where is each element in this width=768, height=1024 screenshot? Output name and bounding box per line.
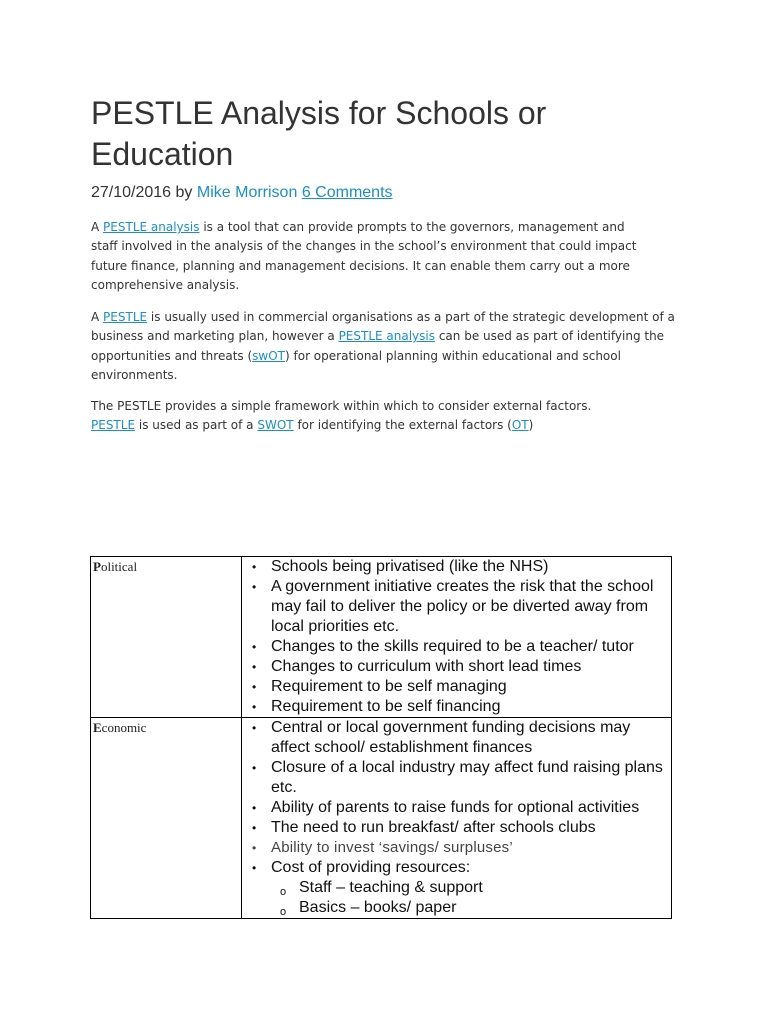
swot-link-lower[interactable]: swOT	[252, 348, 285, 363]
sub-list-item: o Basics – books/ paper	[280, 899, 457, 918]
list-item: • Requirement to be self financing	[252, 698, 501, 715]
pestle-link[interactable]: PESTLE	[103, 310, 148, 324]
list-item: • Closure of a local industry may affect fund raising plans etc.	[252, 759, 663, 796]
pestle-link-2[interactable]: PESTLE	[91, 418, 136, 433]
list-item: • Central or local government funding decisions may affect school/ establishment finances	[252, 719, 631, 756]
comments-link[interactable]: 6 Comments	[301, 184, 393, 201]
list-item: • A government initiative creates the risk that the school may fail to deliver the policy or be diverted away from local priorities etc.	[252, 578, 654, 635]
economic-points	[242, 718, 672, 919]
list-item: • Changes to the skills required to be a teacher/ tutor	[252, 638, 634, 655]
page-title: PESTLE Analysis for Schools or Education	[91, 95, 547, 172]
political-points	[242, 557, 672, 718]
sub-list	[271, 878, 671, 918]
post-meta	[91, 182, 393, 204]
factor-political: Political	[91, 557, 242, 718]
pestle-table	[90, 556, 672, 919]
swot-link[interactable]: SWOT	[257, 418, 294, 433]
list-item: • Cost of providing resources: o Staff – teaching & support o Basics – books/ paper	[246, 858, 671, 918]
table-row-economic	[91, 718, 672, 919]
intro-paragraph: A PESTLE analysis is a tool that can provide prompts to the governors, management and staff involved in the analysis of the changes in the school’s environment that could impact future finance, planning and management decisions. It can enable them carry out a more comprehensive analysis.	[91, 220, 637, 292]
pestle-analysis-link[interactable]: PESTLE analysis	[103, 220, 200, 234]
list-item: • Requirement to be self managing	[252, 678, 507, 695]
framework-paragraph: The PESTLE provides a simple framework within which to consider external factors. PESTLE is used as part of a SWOT for identifying the external factors (OT)	[91, 399, 592, 433]
pestle-analysis-link-2[interactable]: PESTLE analysis	[338, 329, 435, 344]
factor-economic: Economic	[91, 718, 242, 919]
post-date: 27/10/2016	[91, 184, 172, 201]
author-link[interactable]: Mike Morrison	[196, 184, 298, 201]
post-by: by	[175, 184, 193, 201]
list-item: • Schools being privatised (like the NHS)	[252, 558, 549, 575]
sub-list-item: o Staff – teaching & support	[280, 879, 483, 898]
list-item: • Ability to invest ‘savings/ surpluses’	[252, 839, 513, 856]
table-row-political	[91, 557, 672, 718]
list-item: • The need to run breakfast/ after schools clubs	[252, 819, 596, 836]
list-item: • Changes to curriculum with short lead times	[252, 658, 582, 675]
list-item: • Ability of parents to raise funds for optional activities	[252, 799, 640, 816]
ot-link[interactable]: OT	[511, 418, 529, 433]
usage-paragraph: A PESTLE is usually used in commercial organisations as a part of the strategic development of a business and marketing plan, however a PESTLE analysis can be used as part of identifying the opportunities and threats (swOT) for operational planning within educational and school environments.	[91, 310, 675, 382]
